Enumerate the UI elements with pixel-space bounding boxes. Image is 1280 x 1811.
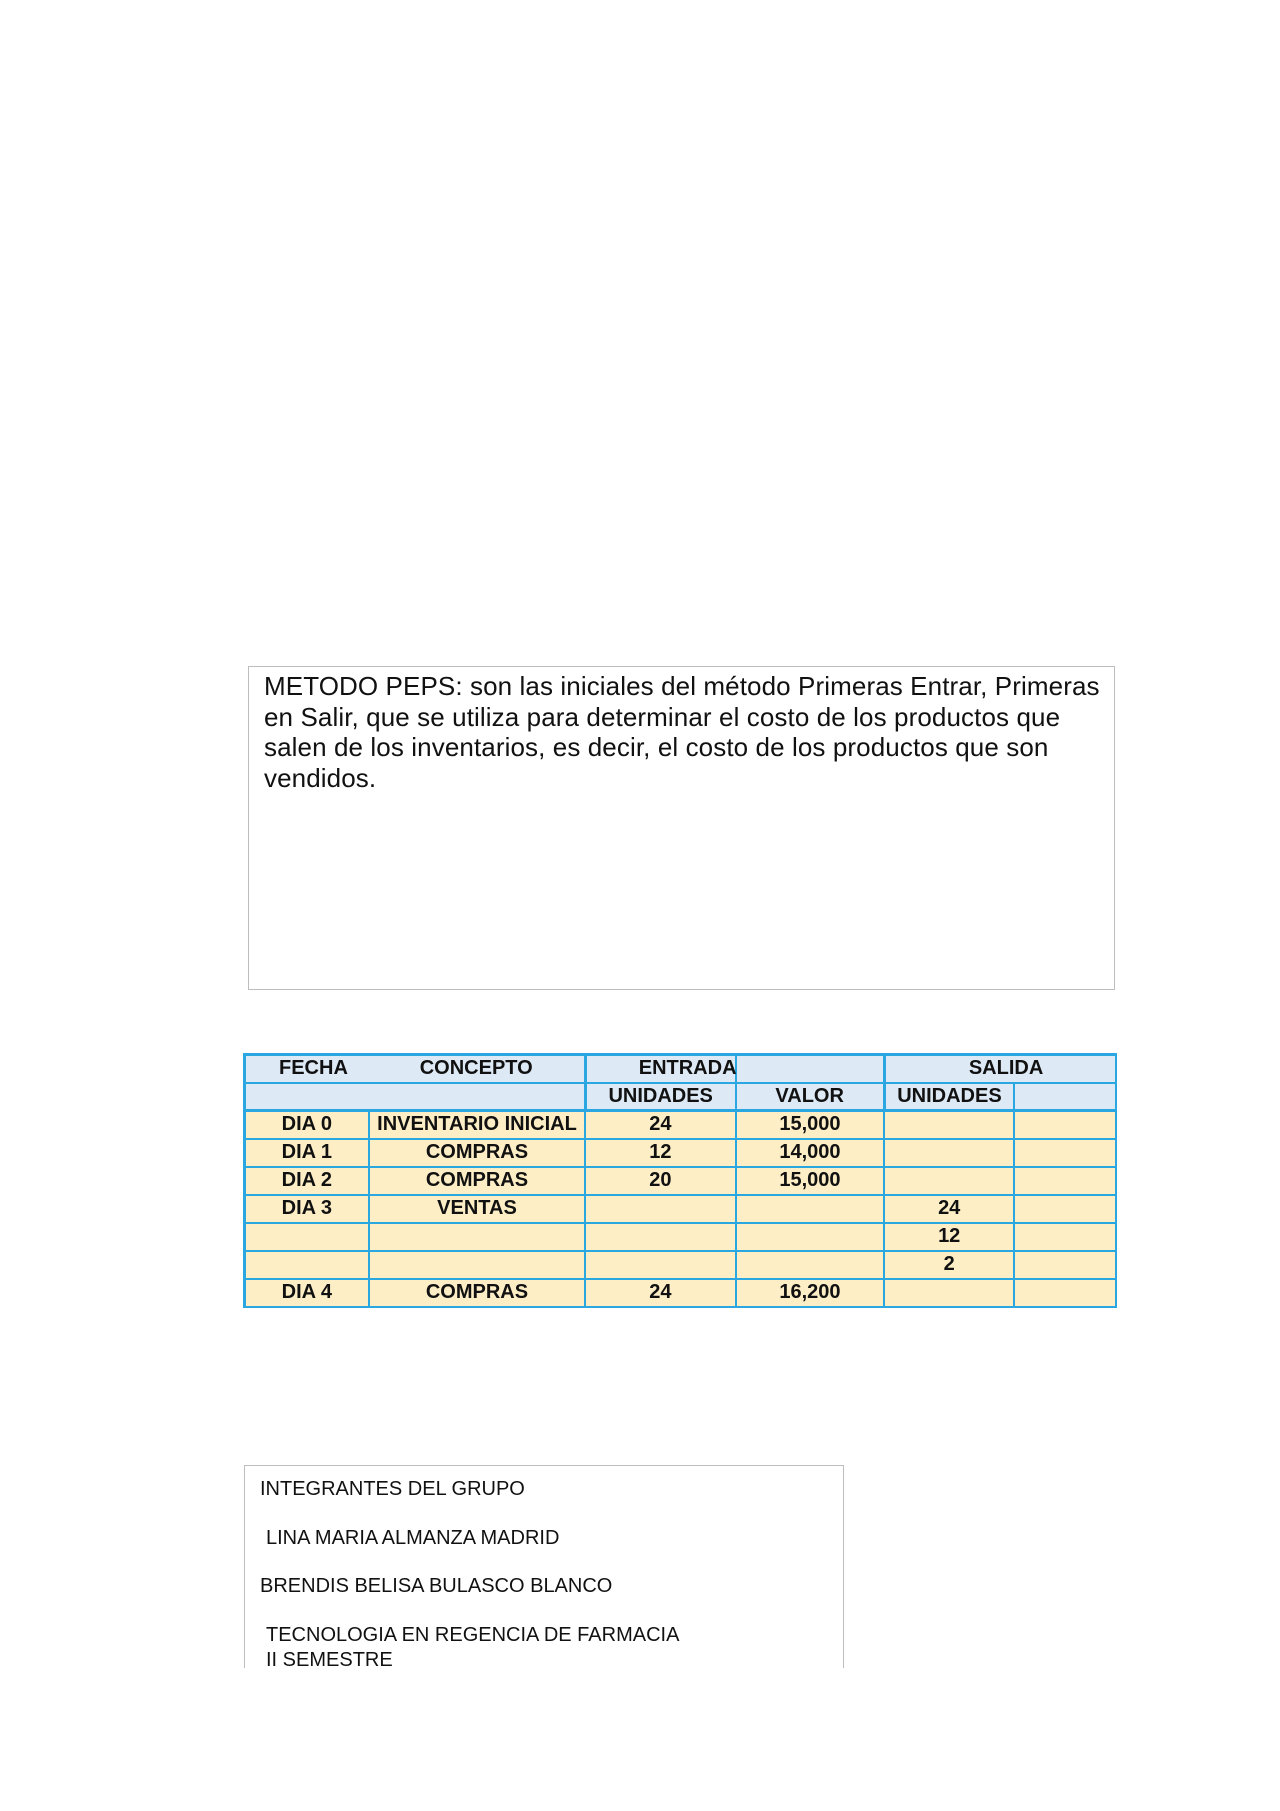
member-name: BRENDIS BELISA BULASCO BLANCO [260, 1575, 613, 1597]
cell-salida-unidades: 2 [884, 1251, 1014, 1279]
table-row [245, 1279, 1117, 1307]
header-entrada-spacer [736, 1055, 885, 1083]
cell-fecha: DIA 1 [245, 1139, 369, 1167]
cell-entrada-unidades [585, 1223, 735, 1251]
header-entrada [585, 1055, 735, 1083]
peps-table-container [243, 1053, 1117, 1347]
subheader-fecha-blank [245, 1083, 369, 1111]
cell-salida-extra [1014, 1251, 1116, 1279]
cell-salida-unidades: 12 [884, 1223, 1014, 1251]
cell-salida-unidades [884, 1111, 1014, 1139]
cell-concepto: COMPRAS [369, 1139, 586, 1167]
cell-entrada-unidades: 12 [585, 1139, 735, 1167]
header-fecha: FECHA [245, 1055, 369, 1083]
cell-salida-extra [1014, 1223, 1116, 1251]
cell-salida-extra [1014, 1279, 1116, 1307]
cell-entrada-valor [736, 1251, 885, 1279]
cell-fecha [245, 1223, 369, 1251]
semester-label: II SEMESTRE [266, 1649, 393, 1671]
cell-entrada-valor: 15,000 [736, 1111, 885, 1139]
cell-entrada-unidades [585, 1195, 735, 1223]
subheader-entrada-valor: VALOR [736, 1083, 885, 1111]
cell-entrada-valor: 15,000 [736, 1167, 885, 1195]
cell-fecha: DIA 0 [245, 1111, 369, 1139]
table-header-row [245, 1055, 1117, 1083]
subheader-entrada-unidades: UNIDADES [585, 1083, 735, 1111]
cell-salida-unidades [884, 1167, 1014, 1195]
header-entrada-label: ENTRADA [638, 1057, 737, 1080]
table-row [245, 1251, 1117, 1279]
cell-concepto: COMPRAS [369, 1279, 586, 1307]
description-box [248, 666, 1115, 990]
cell-entrada-valor [736, 1195, 885, 1223]
description-text: METODO PEPS: son las iniciales del método Primeras Entrar, Primeras en Salir, que se utiliza para determinar el costo de los productos que salen de los inventarios, es decir, el costo de los productos que son vendidos. [264, 671, 1100, 793]
cell-entrada-unidades: 20 [585, 1167, 735, 1195]
header-salida: SALIDA [884, 1055, 1116, 1083]
peps-inventory-table [243, 1053, 1117, 1308]
member-name: LINA MARIA ALMANZA MADRID [266, 1527, 560, 1549]
table-row [245, 1139, 1117, 1167]
program-name: TECNOLOGIA EN REGENCIA DE FARMACIA [266, 1624, 680, 1646]
table-row [245, 1167, 1117, 1195]
table-subheader-row [245, 1083, 1117, 1111]
cell-fecha [245, 1251, 369, 1279]
cell-concepto [369, 1251, 586, 1279]
cell-concepto: COMPRAS [369, 1167, 586, 1195]
cell-salida-extra [1014, 1195, 1116, 1223]
cell-salida-extra [1014, 1111, 1116, 1139]
table-row [245, 1223, 1117, 1251]
table-row [245, 1111, 1117, 1139]
cell-entrada-unidades: 24 [585, 1111, 735, 1139]
subheader-concepto-blank [369, 1083, 586, 1111]
members-title: INTEGRANTES DEL GRUPO [260, 1478, 525, 1500]
cell-salida-unidades [884, 1279, 1014, 1307]
cell-concepto: VENTAS [369, 1195, 586, 1223]
cell-entrada-unidades: 24 [585, 1279, 735, 1307]
cell-salida-unidades [884, 1139, 1014, 1167]
cell-concepto: INVENTARIO INICIAL [369, 1111, 586, 1139]
cell-entrada-valor: 14,000 [736, 1139, 885, 1167]
cell-fecha: DIA 3 [245, 1195, 369, 1223]
header-concepto: CONCEPTO [369, 1055, 586, 1083]
cell-salida-extra [1014, 1139, 1116, 1167]
cell-fecha: DIA 2 [245, 1167, 369, 1195]
cell-salida-extra [1014, 1167, 1116, 1195]
subheader-salida-extra [1014, 1083, 1116, 1111]
cell-entrada-unidades [585, 1251, 735, 1279]
subheader-salida-unidades: UNIDADES [884, 1083, 1014, 1111]
cell-entrada-valor: 16,200 [736, 1279, 885, 1307]
cell-salida-unidades: 24 [884, 1195, 1014, 1223]
cell-entrada-valor [736, 1223, 885, 1251]
cell-fecha: DIA 4 [245, 1279, 369, 1307]
members-box [244, 1465, 844, 1671]
cell-concepto [369, 1223, 586, 1251]
table-row [245, 1195, 1117, 1223]
